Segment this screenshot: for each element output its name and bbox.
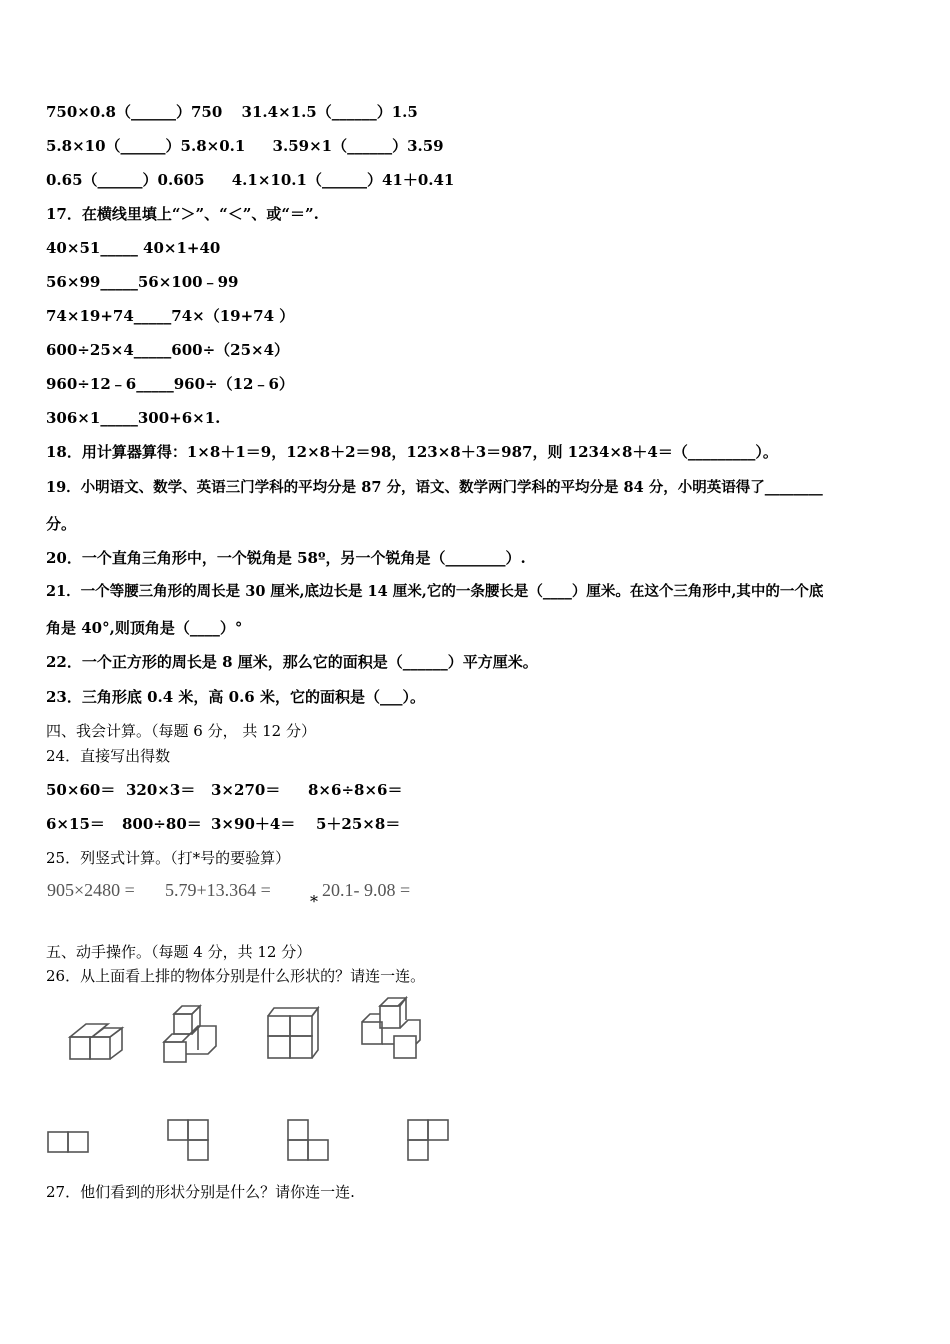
section5-heading: 五、动手操作。（每题 4 分，共 12 分） [46, 943, 312, 961]
vertical-calc: 5.79+13.364 = [165, 880, 271, 900]
q17-item: 306×1_____300+6×1. [46, 409, 221, 427]
compare-item: 750×0.8（______）750 [46, 103, 223, 121]
q18: 18．用计算器算得：1×8＋1＝9，12×8＋2＝98，123×8＋3＝987，则 1234×8＋4＝（_________）。 [46, 443, 778, 461]
compare-row-3 [46, 170, 454, 190]
oral-calc: 3×270＝ [211, 781, 281, 799]
cube-object-3-icon [264, 1006, 322, 1062]
oral-calc: 800÷80＝ [122, 815, 202, 833]
compare-item: 3.59×1（______）3.59 [272, 137, 444, 155]
q24-row2 [46, 814, 401, 834]
q25-title: 25．列竖式计算。（打*号的要验算） [46, 849, 291, 867]
top-view-l-shape-icon [164, 1118, 212, 1166]
q23: 23．三角形底 0.4 米，高 0.6 米，它的面积是（___）。 [46, 688, 425, 706]
top-view-l-shape-icon [404, 1118, 452, 1166]
q17-item: 600÷25×4_____600÷（25×4） [46, 341, 290, 359]
q21-line2: 角是 40°,则顶角是（____）° [46, 619, 243, 637]
cube-object-1-icon [66, 1018, 126, 1064]
q26-title: 26．从上面看上排的物体分别是什么形状的？请连一连。 [46, 967, 426, 985]
oral-calc: 320×3＝ [126, 781, 196, 799]
oral-calc: 50×60＝ [46, 781, 116, 799]
oral-calc: 6×15＝ [46, 815, 105, 833]
q17-item: 74×19+74_____74×（19+74 ） [46, 307, 295, 325]
q19-line2: 分。 [46, 515, 77, 533]
oral-calc: 3×90＋4＝ [211, 815, 296, 833]
q17-title: 17．在横线里填上“＞”、“＜”、或“＝”. [46, 205, 319, 223]
compare-row-1 [46, 102, 418, 122]
q21-line1: 21．一个等腰三角形的周长是 30 厘米,底边长是 14 厘米,它的一条腰长是（____）厘米。在这个三角形中,其中的一个底 [46, 583, 824, 600]
check-star-mark: * [310, 892, 318, 911]
q24-row1 [46, 780, 403, 800]
cube-object-4-icon [358, 996, 424, 1062]
vertical-calc: 905×2480 = [47, 880, 135, 900]
q19-line1: 19．小明语文、数学、英语三门学科的平均分是 87 分，语文、数学两门学科的平均分是 84 分，小明英语得了________ [46, 479, 823, 496]
cube-object-2-icon [160, 1004, 224, 1066]
oral-calc: 5＋25×8＝ [316, 815, 401, 833]
oral-calc: 8×6÷8×6＝ [308, 781, 403, 799]
compare-item: 4.1×10.1（______）41＋0.41 [231, 171, 455, 189]
compare-item: 0.65（______）0.605 [46, 171, 205, 189]
q22: 22．一个正方形的周长是 8 厘米，那么它的面积是（______）平方厘米。 [46, 653, 538, 671]
section4-heading: 四、我会计算。（每题 6 分， 共 12 分） [46, 722, 316, 740]
q17-item: 56×99_____56×100﹣99 [46, 273, 239, 291]
q17-item: 40×51_____ 40×1+40 [46, 239, 221, 257]
top-view-l-shape-icon [284, 1118, 332, 1166]
compare-item: 31.4×1.5（______）1.5 [241, 103, 418, 121]
q24-title: 24．直接写出得数 [46, 747, 171, 765]
q27-title: 27．他们看到的形状分别是什么？请你连一连. [46, 1183, 355, 1201]
top-view-two-squares-icon [46, 1128, 92, 1156]
compare-row-2 [46, 136, 444, 156]
compare-item: 5.8×10（______）5.8×0.1 [46, 137, 246, 155]
vertical-calc: 20.1- 9.08 = [322, 880, 411, 900]
q20: 20．一个直角三角形中，一个锐角是 58º，另一个锐角是（________）. [46, 549, 526, 567]
q17-item: 960÷12﹣6_____960÷（12﹣6） [46, 375, 294, 393]
